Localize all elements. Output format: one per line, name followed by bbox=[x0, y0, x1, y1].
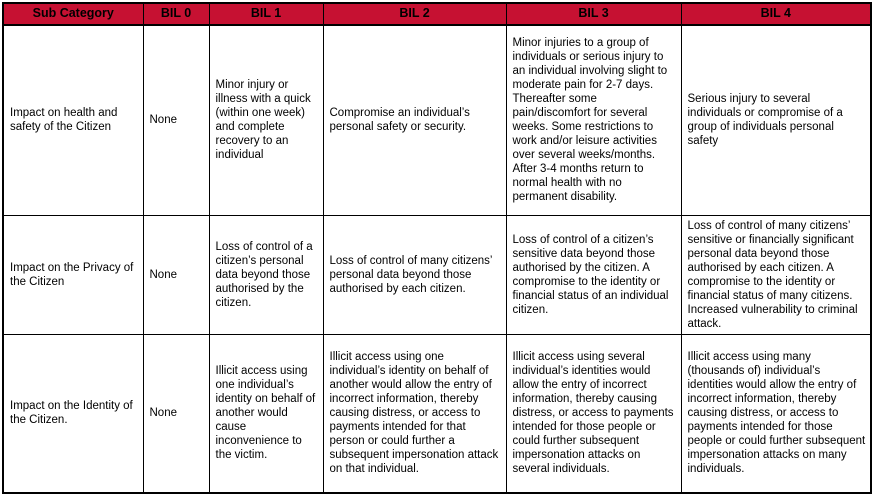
cell-privacy-bil-4: Loss of control of many citizens’ sensitive or financially significant personal data beyond those authorised by each citizen. A compromise to the identity or financial status of many citizens. Increased vulnerability to criminal attack. bbox=[681, 215, 871, 334]
cell-identity-sub-category: Impact on the Identity of the Citizen. bbox=[3, 334, 143, 493]
cell-health-sub-category: Impact on health and safety of the Citizen bbox=[3, 25, 143, 215]
header-sub-category: Sub Category bbox=[3, 3, 143, 25]
cell-privacy-bil-3: Loss of control of a citizen’s sensitive data beyond those authorised by the citizen. A compromise to the identity or financial status of an individual citizen. bbox=[506, 215, 681, 334]
cell-privacy-bil-2: Loss of control of many citizens’ personal data beyond those authorised by each citizen. bbox=[323, 215, 506, 334]
table-row-health-safety bbox=[3, 25, 871, 215]
header-bil-2: BIL 2 bbox=[323, 3, 506, 25]
cell-health-bil-0: None bbox=[143, 25, 209, 215]
cell-identity-bil-2: Illicit access using one individual’s identity on behalf of another would allow the entry of incorrect information, thereby causing distress, or access to payments intended for that person or could further a subsequent impersonation attack on that individual. bbox=[323, 334, 506, 493]
cell-identity-bil-3: Illicit access using several individual’s identities would allow the entry of incorrect information, thereby causing distress, or access to payments intended for those people or could further subsequent impersonation attacks on several individuals. bbox=[506, 334, 681, 493]
cell-identity-bil-4: Illicit access using many (thousands of) individual’s identities would allow the entry of incorrect information, thereby causing distress, or access to payments intended for those people or could further subsequent impersonation attacks on many individuals. bbox=[681, 334, 871, 493]
cell-privacy-bil-0: None bbox=[143, 215, 209, 334]
business-impact-level-table bbox=[2, 2, 872, 494]
table-row-privacy bbox=[3, 215, 871, 334]
header-bil-4: BIL 4 bbox=[681, 3, 871, 25]
header-bil-3: BIL 3 bbox=[506, 3, 681, 25]
cell-identity-bil-0: None bbox=[143, 334, 209, 493]
cell-health-bil-4: Serious injury to several individuals or compromise of a group of individuals personal safety bbox=[681, 25, 871, 215]
cell-health-bil-3: Minor injuries to a group of individuals or serious injury to an individual involving slight to moderate pain for 2-7 days. Thereafter some pain/discomfort for several weeks. Some restrictions to work and/or leisure activities over several weeks/months. After 3-4 months return to normal health with no permanent disability. bbox=[506, 25, 681, 215]
cell-health-bil-1: Minor injury or illness with a quick (within one week) and complete recovery to an individual bbox=[209, 25, 323, 215]
cell-privacy-sub-category: Impact on the Privacy of the Citizen bbox=[3, 215, 143, 334]
table-row-identity bbox=[3, 334, 871, 493]
header-bil-1: BIL 1 bbox=[209, 3, 323, 25]
header-row bbox=[3, 3, 871, 25]
cell-health-bil-2: Compromise an individual’s personal safety or security. bbox=[323, 25, 506, 215]
cell-identity-bil-1: Illicit access using one individual’s identity on behalf of another would cause inconvenience to the victim. bbox=[209, 334, 323, 493]
header-bil-0: BIL 0 bbox=[143, 3, 209, 25]
cell-privacy-bil-1: Loss of control of a citizen’s personal data beyond those authorised by the citizen. bbox=[209, 215, 323, 334]
